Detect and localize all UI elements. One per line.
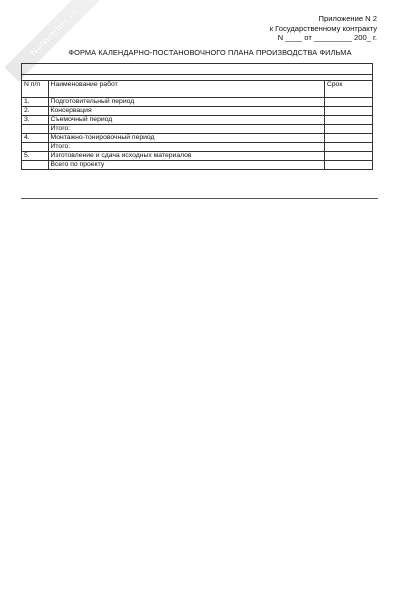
header-name: Наименование работ (48, 81, 324, 98)
row-num: 5. (22, 152, 49, 161)
table-header-row (22, 81, 373, 98)
row-name: Съемочный период (48, 116, 324, 125)
table-row (22, 116, 373, 125)
table-row (22, 98, 373, 107)
row-name: Подготовительный период (48, 98, 324, 107)
row-term (324, 98, 372, 107)
row-term (324, 125, 372, 134)
row-num: 2. (22, 107, 49, 116)
header-num: N п/п (22, 81, 49, 98)
row-num (22, 161, 49, 170)
table-row (22, 107, 373, 116)
table-row (22, 125, 373, 134)
row-num: 4. (22, 134, 49, 143)
row-num: 3. (22, 116, 49, 125)
row-name: Всего по проекту (48, 161, 324, 170)
appendix-header (270, 14, 377, 43)
table-row (22, 152, 373, 161)
row-term (324, 134, 372, 143)
watermark-logo: NoNumber.ru (5, 0, 104, 81)
row-name: Итого: (48, 143, 324, 152)
row-num (22, 125, 49, 134)
row-term (324, 107, 372, 116)
table-row (22, 134, 373, 143)
appendix-line-2: к Государственному контракту (269, 23, 377, 33)
page-divider (21, 198, 378, 199)
plan-table (21, 63, 373, 170)
row-term (324, 152, 372, 161)
row-num (22, 143, 49, 152)
table-row (22, 143, 373, 152)
document-title: ФОРМА КАЛЕНДАРНО-ПОСТАНОВОЧНОГО ПЛАНА ПРОИЗВОДСТВА ФИЛЬМА (68, 48, 352, 57)
appendix-line-3: N ____ от _________ 200_ г. (277, 33, 377, 42)
row-name: Итого: (48, 125, 324, 134)
row-name: Консервация (48, 107, 324, 116)
row-name: Изготовление и сдача исходных материалов (48, 152, 324, 161)
header-term: Срок (324, 81, 372, 98)
row-term (324, 143, 372, 152)
table-row (22, 161, 373, 170)
row-name: Монтажно-тонировочный период (48, 134, 324, 143)
row-term (324, 116, 372, 125)
appendix-line-1: Приложение N 2 (318, 14, 377, 23)
row-num: 1. (22, 98, 49, 107)
table-blank-row (22, 64, 373, 75)
table-blank-cell (22, 64, 373, 75)
row-term (324, 161, 372, 170)
